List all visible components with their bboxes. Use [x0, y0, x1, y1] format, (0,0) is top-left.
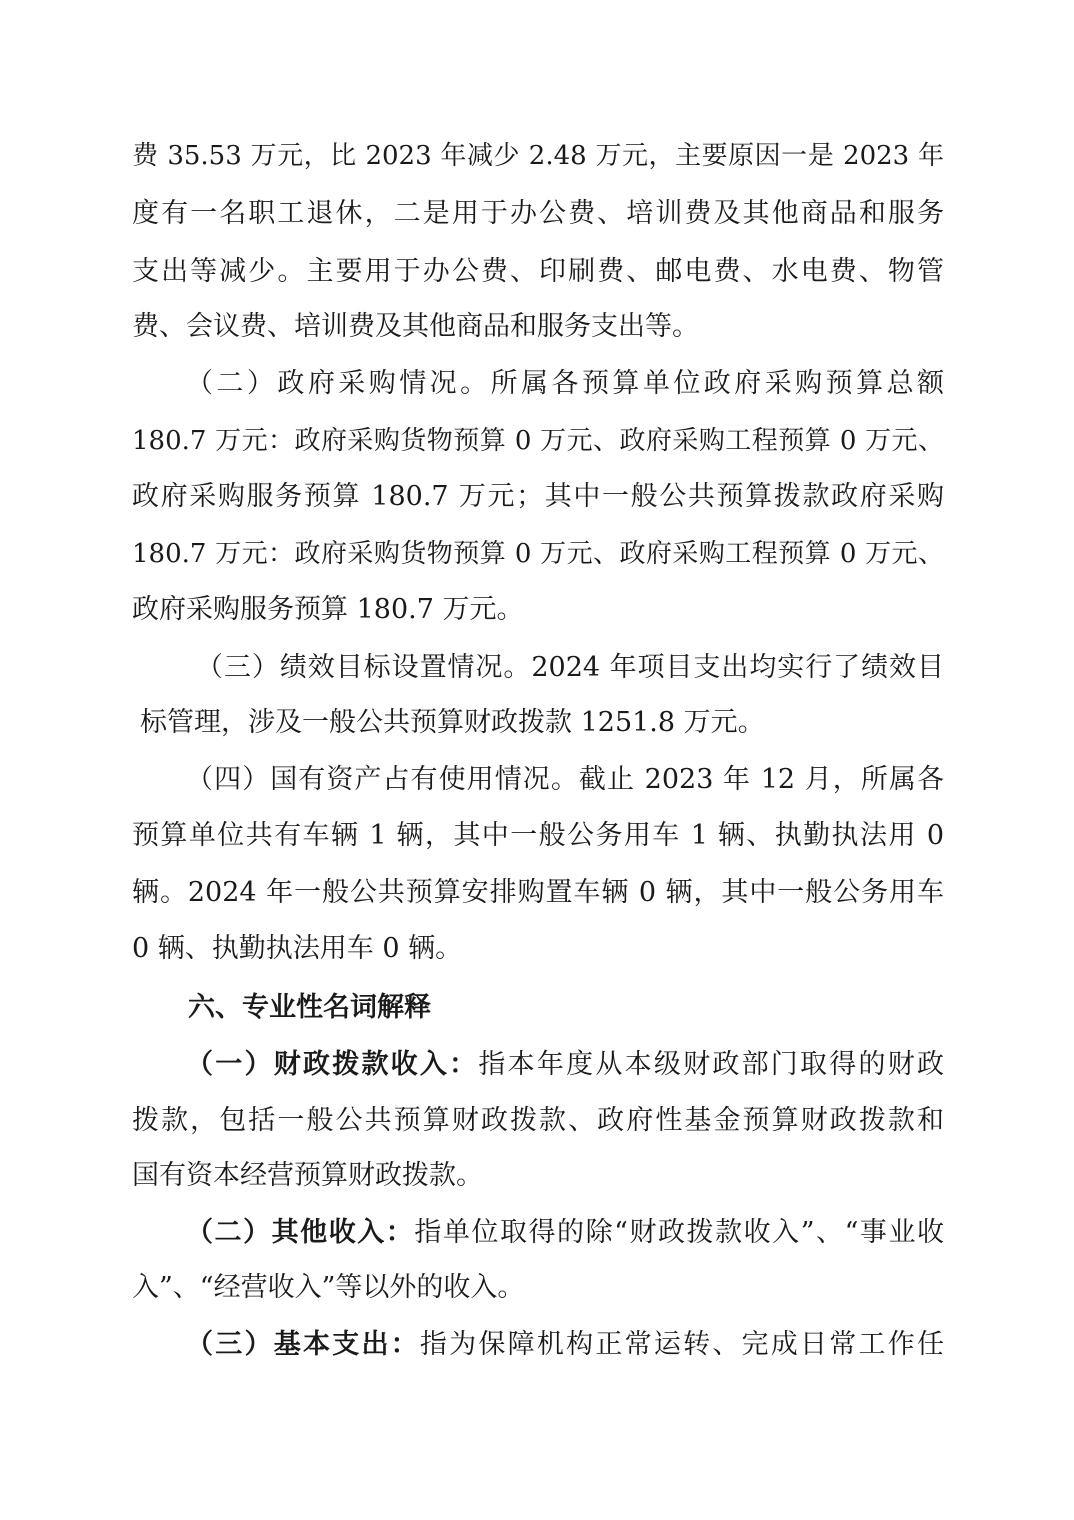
paragraph-line: 拨款，包括一般公共预算财政拨款、政府性基金预算财政拨款和 — [132, 1105, 944, 1136]
paragraph-line: 费、会议费、培训费及其他商品和服务支出等。 — [132, 311, 699, 342]
paragraph-line: 0 辆、执勤执法用车 0 辆。 — [132, 933, 463, 964]
term-definition: 指单位取得的除“财政拨款收入”、“事业收 — [414, 1217, 944, 1248]
term-definition: 指本年度从本级财政部门取得的财政 — [478, 1049, 945, 1080]
paragraph-line: 标管理，涉及一般公共预算财政拨款 1251.8 万元。 — [140, 707, 765, 738]
paragraph-line: 度有一名职工退休，二是用于办公费、培训费及其他商品和服务 — [132, 198, 944, 229]
term-label: （三）基本支出： — [186, 1329, 420, 1360]
paragraph-line: 国有资本经营预算财政拨款。 — [132, 1160, 483, 1191]
paragraph-line: 支出等减少。主要用于办公费、印刷费、邮电费、水电费、物管 — [132, 256, 944, 287]
paragraph-line: （二）政府采购情况。所属各预算单位政府采购预算总额 — [186, 368, 944, 399]
paragraph-line — [186, 1325, 944, 1365]
paragraph-line: 政府采购服务预算 180.7 万元。 — [132, 594, 524, 625]
paragraph-line: （三）绩效目标设置情况。2024 年项目支出均实行了绩效目 — [196, 652, 944, 683]
section-heading: 六、专业性名词解释 — [188, 992, 431, 1023]
paragraph-line — [186, 1213, 944, 1253]
paragraph-line — [186, 1045, 944, 1085]
paragraph-line: （四）国有资产占有使用情况。截止 2023 年 12 月，所属各 — [186, 764, 944, 795]
paragraph-line: 180.7 万元：政府采购货物预算 0 万元、政府采购工程预算 0 万元、 — [132, 539, 944, 569]
paragraph-line: 180.7 万元：政府采购货物预算 0 万元、政府采购工程预算 0 万元、 — [132, 426, 944, 456]
paragraph-line: 预算单位共有车辆 1 辆，其中一般公务用车 1 辆、执勤执法用 0 — [132, 820, 944, 851]
paragraph-line: 费 35.53 万元，比 2023 年减少 2.48 万元，主要原因一是 2023 年 — [132, 141, 944, 171]
paragraph-line: 政府采购服务预算 180.7 万元；其中一般公共预算拨款政府采购 — [132, 481, 944, 512]
term-label: （一）财政拨款收入： — [186, 1049, 479, 1080]
term-label: （二）其他收入： — [186, 1217, 415, 1248]
paragraph-line: 辆。2024 年一般公共预算安排购置车辆 0 辆，其中一般公务用车 — [132, 877, 944, 908]
term-definition: 指为保障机构正常运转、完成日常工作任 — [419, 1329, 945, 1360]
paragraph-line: 入”、“经营收入”等以外的收入。 — [132, 1272, 525, 1303]
